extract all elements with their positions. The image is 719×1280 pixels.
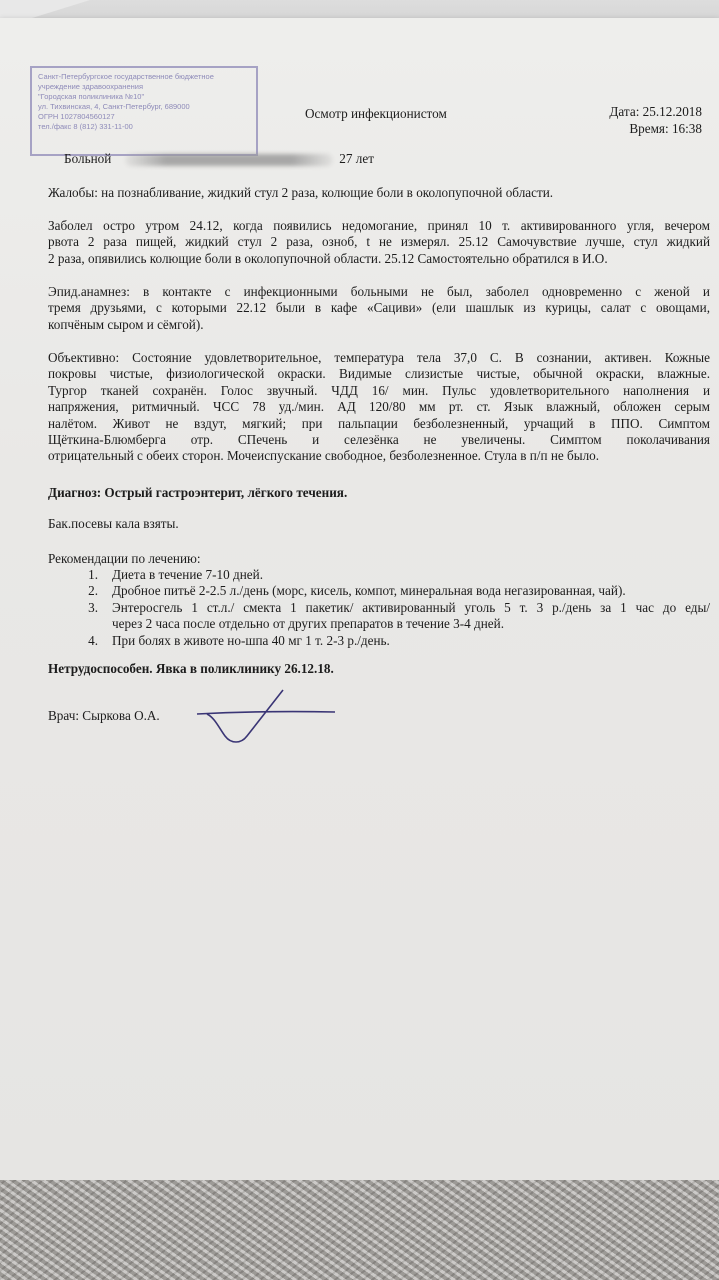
patient-line: [64, 151, 374, 168]
recommendations-list: [48, 567, 710, 649]
list-item: 2. Дробное питьё 2-2.5 л./день (морс, кисель, компот, минеральная вода негазированная, чай).: [88, 583, 626, 599]
list-item: 4. При болях в животе но-шпа 40 мг 1 т. 2-3 р./день.: [88, 632, 390, 648]
carpet-background: [0, 1180, 719, 1280]
diagnosis: Диагноз: Острый гастроэнтерит, лёгкого течения.: [48, 485, 348, 500]
patient-age: 27 лет: [339, 151, 374, 166]
list-item: 1. Диета в течение 7-10 дней.: [88, 567, 263, 582]
patient-label: Больной: [64, 151, 112, 166]
anamnesis-paragraph: Заболел остро утром 24.12, когда появились недомогание, принял 10 т. активированного угля, вечером рвота 2 раза пищей, жидкий стул 2 раза, озноб, t не измерял. 25.12 Самочувствие лучше, стул жидкий 2 раза, опявились колющие боли в околопупочной области. 25.12 Самостоятельно обратился в И.О.: [48, 218, 710, 266]
epid-anamnesis-paragraph: Эпид.анамнез: в контакте с инфекционными больными не был, заболел одновременно с женой и тремя друзьями, с которыми 22.12 были в кафе «Сациви» (ели шашлык из курицы, салат с овощами, копчёным сыром и сёмгой).: [48, 284, 710, 332]
cultures-note: Бак.посевы кала взяты.: [48, 516, 179, 531]
complaints-paragraph: Жалобы: на познабливание, жидкий стул 2 раза, колющие боли в околопупочной области.: [48, 185, 554, 200]
objective-paragraph: Объективно: Состояние удовлетворительное, температура тела 37,0 С. В сознании, активен. Кожные покровы чистые, физиологической окраски. Видимые слизистые чистые, обычной окраски, влажные. Тургор тканей сохранён. Голос звучный. ЧДД 16/ мин. Пульс удовлетворительного наполнения и напряжения, ритмичный. ЧСС 78 уд./мин. АД 120/80 мм рт. ст. Язык влажный, обложен серым налётом. Живот не вздут, мягкий; при пальпации безболезненный, урчащий в ППО. Симптом Щёткина-Блюмберга отр. СПечень и селезёнка не увеличены. Симптом поколачивания отрицательный с обеих сторон. Мочеиспускание свободное, безболезненное. Стула в п/п не было.: [48, 350, 710, 464]
exam-time: Время: 16:38: [629, 121, 702, 136]
redacted-name: [125, 154, 333, 166]
work-incapacity-conclusion: Нетрудоспособен. Явка в поликлинику 26.12.18.: [48, 661, 334, 676]
document-page: [0, 18, 719, 1188]
doctor-signature: [195, 688, 345, 748]
exam-date: Дата: 25.12.2018: [609, 104, 702, 119]
doctor-name: Врач: Сыркова О.А.: [48, 708, 160, 723]
document-title: Осмотр инфекционистом: [305, 106, 447, 121]
list-item: 3. Энтеросгель 1 ст.л./ смекта 1 пакетик/ активированный уголь 5 т. 3 р./день за 1 час до еды/ через 2 часа после отдельно от других препаратов в течение 3-4 дней.: [88, 599, 710, 632]
clinic-stamp: Санкт-Петербургское государственное бюджетное учреждение здравоохранения "Городская поликлиника №10" ул. Тихвинская, 4, Санкт-Петербург, 689000 ОГРН 1027804560127 тел./факс 8 (812) 331-11-00: [30, 66, 258, 156]
recommendations-heading: Рекомендации по лечению:: [48, 551, 201, 566]
